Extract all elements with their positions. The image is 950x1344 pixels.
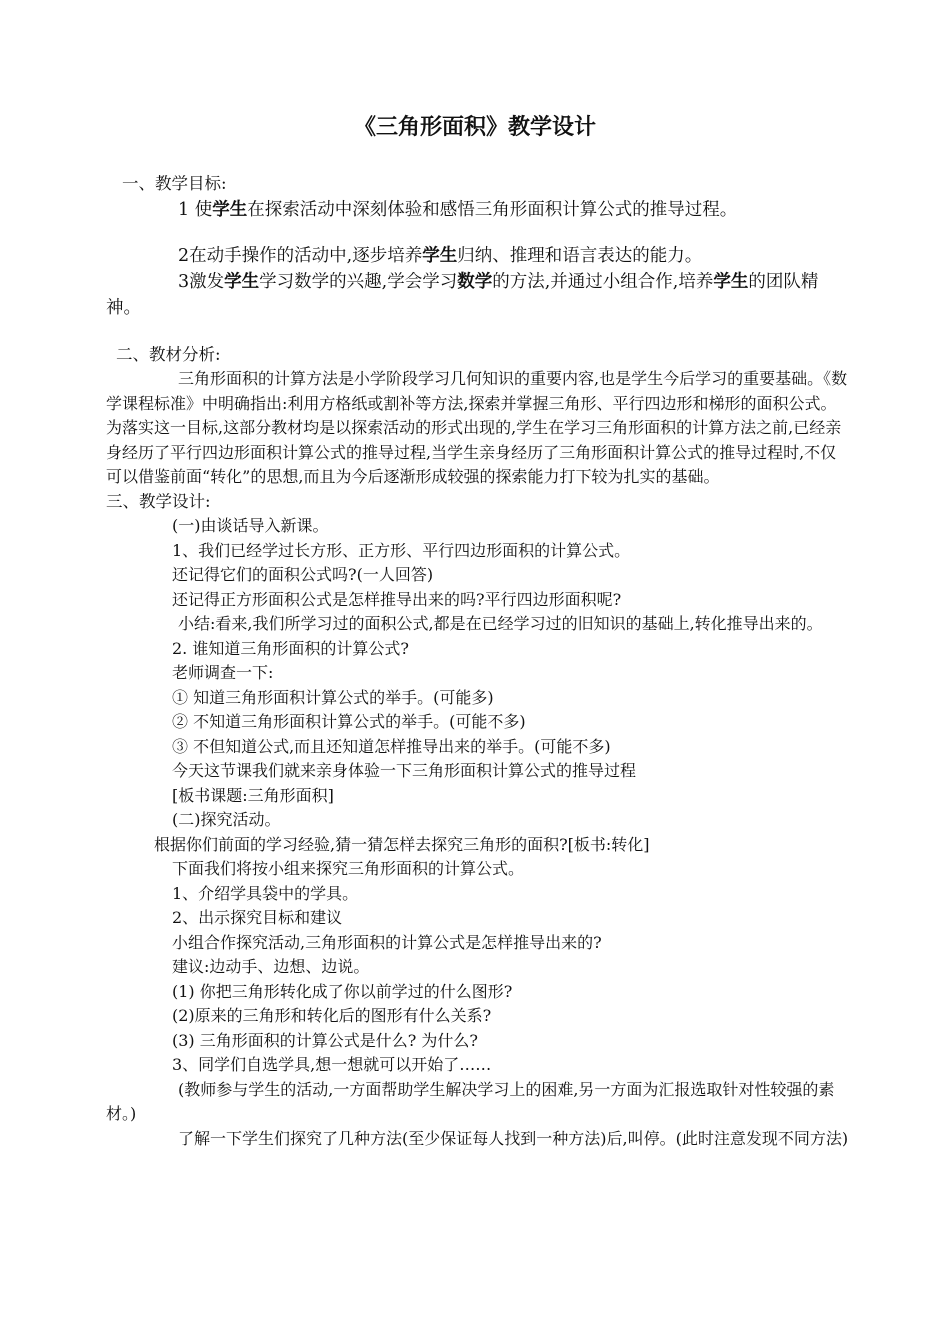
design-line: ① 知道三角形面积计算公式的举手。(可能多) — [172, 687, 494, 707]
doc-title: 《三角形面积》教学设计 — [353, 115, 596, 140]
design-line: (二)探究活动。 — [172, 810, 281, 829]
goal-1: 1 使学生在探索活动中深刻体验和感悟三角形面积计算公式的推导过程。 — [178, 199, 738, 220]
design-line: (一)由谈话导入新课。 — [172, 516, 329, 535]
design-line: 小组合作探究活动,三角形面积的计算公式是怎样推导出来的? — [172, 932, 602, 952]
goal-3: 3激发学生学习数学的兴趣,学会学习数学的方法,并通过小组合作,培养学生的团队精神。 — [106, 271, 819, 318]
design-line: (教师参与学生的活动,一方面帮助学生解决学习上的困难,另一方面为汇报选取针对性较强的素材。) — [106, 1079, 835, 1123]
design-line: 还记得它们的面积公式吗?(一人回答) — [172, 565, 434, 584]
design-line: 建议:边动手、边想、边说。 — [172, 957, 370, 976]
design-line: 2、出示探究目标和建议 — [172, 908, 343, 927]
design-line: 3、同学们自选学具,想一想就可以开始了…… — [172, 1055, 492, 1074]
design-line: 还记得正方形面积公式是怎样推导出来的吗?平行四边形面积呢? — [172, 589, 622, 609]
design-line: 下面我们将按小组来探究三角形面积的计算公式。 — [172, 859, 525, 878]
doc-body — [106, 172, 852, 1151]
design-line: 了解一下学生们探究了几种方法(至少保证每人找到一种方法)后,叫停。(此时注意发现不同方法) — [178, 1128, 849, 1148]
goal-2: 2在动手操作的活动中,逐步培养学生归纳、推理和语言表达的能力。 — [178, 245, 703, 266]
section-1-heading: 一、教学目标: — [122, 174, 227, 193]
design-line: [板书课题:三角形面积] — [172, 785, 334, 805]
design-line: ② 不知道三角形面积计算公式的举手。(可能不多) — [172, 712, 526, 731]
design-line: 小结:看来,我们所学习过的面积公式,都是在已经学习过的旧知识的基础上,转化推导出来的。 — [178, 614, 823, 633]
design-line: 今天这节课我们就来亲身体验一下三角形面积计算公式的推导过程 — [172, 761, 637, 780]
design-line: 1、介绍学具袋中的学具。 — [172, 883, 359, 903]
design-line: (3) 三角形面积的计算公式是什么? 为什么? — [172, 1030, 478, 1050]
section-3-heading: 三、教学设计: — [106, 491, 211, 511]
design-line: ③ 不但知道公式,而且还知道怎样推导出来的举手。(可能不多) — [172, 736, 611, 756]
section-2-heading: 二、教材分析: — [116, 344, 221, 364]
design-line: (2)原来的三角形和转化后的图形有什么关系? — [172, 1006, 492, 1025]
design-line: 1、我们已经学过长方形、正方形、平行四边形面积的计算公式。 — [172, 540, 631, 560]
design-line: 根据你们前面的学习经验,猜一猜怎样去探究三角形的面积?[板书:转化] — [154, 834, 650, 854]
design-line: (1) 你把三角形转化成了你以前学过的什么图形? — [172, 981, 513, 1001]
analysis-paragraph: 三角形面积的计算方法是小学阶段学习几何知识的重要内容,也是学生今后学习的重要基础。《数学课程标准》中明确指出:利用方格纸或割补等方法,探索并掌握三角形、平行四边形和梯形的面积公式。为落实这一目标,这部分教材均是以探索活动的形式出现的,学生在学习三角形面积的计算方法之前,已经亲身经历了平行四边形面积计算公式的推导过程,当学生亲身经历了三角形面积计算公式的推导过程时,不仅可以借鉴前面“转化”的思想,而且为今后逐渐形成较强的探索能力打下较为扎实的基础。 — [106, 369, 848, 486]
design-line: 2. 谁知道三角形面积的计算公式? — [172, 638, 409, 658]
design-line: 老师调查一下: — [172, 663, 274, 682]
